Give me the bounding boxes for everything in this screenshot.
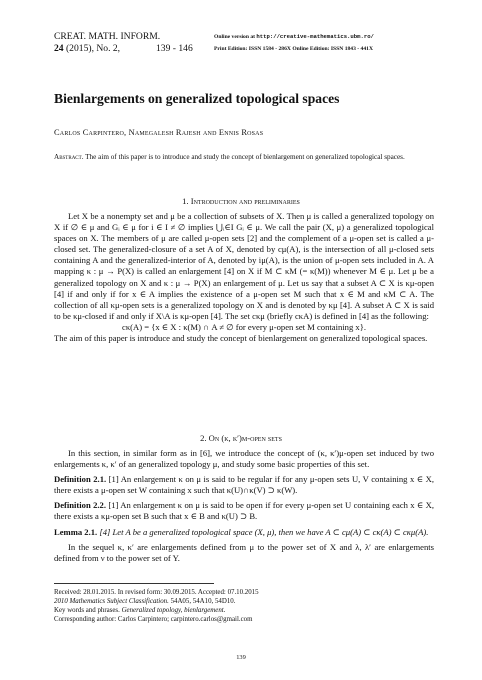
lemma-2-1 (54, 527, 434, 538)
sequel-paragraph: In the sequel κ, κ′ are enlargements defined from μ to the power set of X and λ, λ′ are enlargements defined from ν to the power set of Y. (54, 541, 434, 563)
page-number: 139 (236, 654, 246, 661)
section-2-body (54, 448, 434, 564)
journal-pages: 139 - 146 (156, 43, 193, 54)
journal-volume-line (54, 43, 120, 55)
online-prefix: Online version at (214, 34, 257, 40)
intro-paragraph: Let X be a nonempty set and μ be a collection of subsets of X. Then μ is called a generalized topology on X if ∅ ∈ μ and Gᵢ ∈ μ for i ∈ I ≠ ∅ implies ⋃ᵢ∈I Gᵢ ∈ μ. We call the pair (X, μ) a generalized topological spaces on X. The members of μ are called μ-open sets [2] and the complement of a μ-open set is called a μ-closed set. The generalized-closure of a set A of X, denoted by cμ(A), is the intersection of all μ-closed sets containing A and the generalized-interior of A, denoted by iμ(A), is the union of μ-open sets included in A. A mapping κ : μ → P(X) is called an enlargement [4] on X if M ⊂ κM (= κ(M)) whenever M ∈ μ. Let μ be a generalized topology on X and κ : μ → P(X) an enlargement of μ. Let us say that a subset A ⊂ X is κμ-open [4] if and only if for x ∈ A implies the existence of a μ-open set M such that x ∈ M and κM ⊂ A. The collection of all κμ-open sets is a generalized topology on X and is denoted by κμ [4]. A subset A ⊂ X is said to be κμ-closed if and only if X\A is κμ-open [4]. The set cκμ (briefly cκA) is defined in [4] as the following: (54, 211, 434, 321)
section-2-intro: In this section, in similar form as in [6], we introduce the concept of (κ, κ′)μ-open set induced by two enlargements κ, κ′ of an generalized topology μ, and study some basic properties of this set. (54, 448, 434, 470)
lemma-2-1-label: Lemma 2.1. (54, 526, 98, 537)
msc-classification (54, 597, 434, 606)
received-dates: Received: 28.01.2015. In revised form: 30.09.2015. Accepted: 07.10.2015 (54, 589, 259, 596)
keywords-label: Key words and phrases. (54, 607, 122, 615)
online-version (214, 31, 374, 43)
footnotes (54, 588, 434, 624)
journal-issue: (2015), No. 2, (63, 43, 121, 54)
section-2-title: 2. On (κ, κ′)μ-open sets (200, 433, 282, 443)
display-equation: cκ(A) = {x ∈ X : κ(M) ∩ A ≠ ∅ for every μ-open set M containing x}. (122, 321, 366, 332)
keywords-line (54, 606, 434, 615)
msc-label: 2010 Mathematics Subject Classification. (54, 598, 169, 606)
msc-codes: 54A05, 54A10, 54D10. (168, 598, 236, 606)
journal-url[interactable]: http://creative-mathematics.ubm.ro/ (256, 33, 374, 40)
definition-2-1-label: Definition 2.1. (54, 474, 107, 485)
footnote-rule (54, 583, 214, 584)
issn-line: Print Edition: ISSN 1584 - 286X Online Edition: ISSN 1843 - 441X (214, 46, 373, 52)
paper-authors: Carlos Carpintero, Namegalesh Rajesh and Ennis Rosas (54, 128, 264, 137)
section-1-title: 1. Introduction and preliminaries (182, 196, 300, 206)
definition-2-1-text: [1] An enlargement κ on μ is said to be regular if for any μ-open sets U, V containing x ∈ X, there exists a μ-open set W containing x such that κ(U)∩κ(V) ⊃ κ(W). (54, 474, 434, 496)
abstract-label: Abstract. (54, 153, 84, 161)
definition-2-2-label: Definition 2.2. (54, 500, 107, 511)
abstract-text: The aim of this paper is to introduce and study the concept of bienlargement on generalized topological spaces. (83, 153, 405, 161)
definition-2-2 (54, 500, 434, 522)
abstract (54, 153, 434, 163)
definition-2-2-text: [1] An enlargement κ on μ is said to be open if for every μ-open set U containing each x ∈ X, there exists a κμ-open set B such that x ∈ B and κ(U) ⊃ B. (54, 500, 434, 522)
section-1-body (54, 211, 434, 344)
corresponding-author: Corresponding author: Carlos Carpintero; carpintero.carlos@gmail.com (54, 616, 253, 624)
keywords: Generalized topology, bienlargement. (121, 607, 226, 615)
intro-aim: The aim of this paper is introduce and study the concept of bienlargement on generalized topological spaces. (54, 333, 428, 344)
definition-2-1 (54, 474, 434, 496)
journal-line1: CREAT. MATH. INFORM. (54, 31, 161, 42)
paper-title: Bienlargements on generalized topological spaces (54, 91, 340, 106)
journal-name (54, 31, 160, 43)
journal-volume: 24 (54, 43, 64, 54)
lemma-2-1-text: [4] Let A be a generalized topological space (X, μ), then we have A ⊂ cμ(A) ⊂ cκ(A) ⊂ cκμ(A). (97, 526, 429, 537)
